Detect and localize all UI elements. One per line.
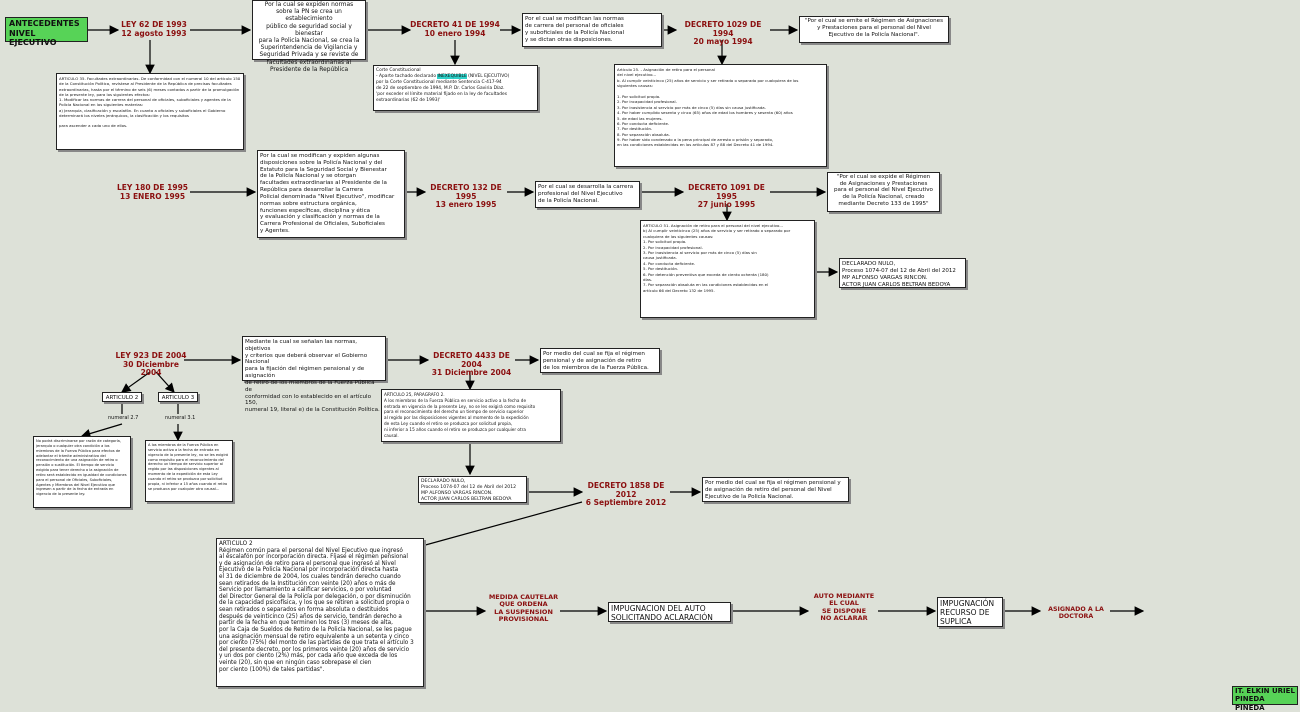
corte-constitucional-box (373, 65, 538, 111)
decreto-1858-label: DECRETO 1858 DE 2012 6 Septiembre 2012 (585, 481, 667, 508)
ley-180-description: Por la cual se modifican y expiden algunas disposiciones sobre la Policía Nacional y del Estatuto para la Seguridad Social y Bienestar de la Policía Nacional y se otorgan facultades extraordinarias al Presidente de la República para desarrollar la Carrera Policial denominada "Nivel Ejecutivo", modificar normas sobre estructura orgánica, funciones específicas, disciplina y ética y evaluación y clasificación y normas de la Carrera Profesional de Oficiales, Suboficiales y Agentes. (257, 150, 405, 238)
articulo-51-box: ARTICULO 51. Asignación de retiro para el personal del nivel ejecutivo... b) Al cumplir veinticinco (25) años de servicio y ser retirado o separado por cualquiera de las siguientes causas: 1. Por solicitud propia. 2. Por incapacidad profesional. 3. Por inasistencia al servicio por más de cinco (5) días sin causa justificada. 4. Por conducta deficiente. 5. Por destitución. 6. Por detención preventiva que exceda de ciento ochenta (180) días. 7. Por separación absoluta en las condiciones establecidas en el artículo 66 del Decreto 132 de 1995. (640, 220, 815, 318)
articulo-35-box: ARTICULO 35. Facultades extraordinarias. De conformidad con el numeral 10 del artículo 150 de la Constitución Política, revístese al Presidente de la República de precisas facultades extraordinarias, hasta por el término de seis (6) meses contados a partir de la promulgación de la presente ley, para los siguientes efectos: 1. Modificar las normas de carrera del personal de oficiales, suboficiales y agentes de la Policía Nacional en los siguientes materias: a) Jerarquía, clasificación y escalafón. En cuanto a oficiales y suboficiales el Gobierno determinará los niveles jerárquicos, la clasificación y los requisitos para ascender a cada uno de ellos. (56, 73, 244, 150)
decreto-132-description: Por el cual se desarrolla la carrera profesional del Nivel Ejecutivo de la Policía Nacional. (535, 181, 640, 208)
decreto-1029-description: "Por el cual se emite el Régimen de Asignaciones y Prestaciones para el personal del Nivel Ejecutivo de la Policía Nacional". (799, 16, 949, 43)
numeral-3-1-label: numeral 3.1 (165, 415, 196, 421)
articulo-3-tag: ARTICULO 3 (158, 392, 198, 402)
decreto-1091-label: DECRETO 1091 DE 1995 27 junio 1995 (688, 183, 765, 210)
corte-text-post: (NIVEL EJECUTIVO) por la Corte Constitucional mediante Sentencia C-417-94 de 22 de septiembre de 1994, M.P. Dr. Carlos Gaviria Díaz. 'por exceder el límite material fijado en la ley de facultades extraordinarias (62 de 1993)' (376, 73, 510, 103)
ley-62-description: Por la cual se expiden normas sobre la PN se crea un establecimiento público de seguridad social y bienestar para la Policía Nacional, se crea la Superintendencia de Vigilancia y Seguridad Privada y se reviste de facultades extraordinarias al Presidente de la República (252, 0, 366, 60)
decreto-4433-description: Por medio del cual se fija el régimen pensional y de asignación de retiro de los miembros de la Fuerza Pública. (540, 348, 660, 373)
articulo-25-paragrafo-2-box: ARTICULO 25, PARAGRAFO 2. A los miembros de la Fuerza Pública en servicio activo a la fecha de entrada en vigencia de la presente Ley, no se les exigirá como requisito para el reconocimiento del derecho un tiempo de servicio superior al regido por las disposiciones vigentes al momento de la expedición de esta Ley cuando el retiro se produzca por solicitud propia, ni inferior a 15 años cuando el retiro se produzca por cualquier otra causal. (381, 389, 561, 442)
decreto-41-description: Por el cual se modifican las normas de carrera del personal de oficiales y suboficiales de la Policía Nacional y se dictan otras disposiciones. (522, 13, 662, 47)
articulo-25-box: Artículo 25. - Asignación de retiro para el personal del nivel ejecutivo... b. Al cumplir veinticinco (25) años de servicio y ser retirado o separado por cualquiera de los siguientes causas: 1. Por solicitud propia. 2. Por incapacidad profesional. 3. Por inasistencia al servicio por más de cinco (5) días sin causa justificada. 4. Por haber cumplido sesenta y cinco (65) años de edad los hombres y sesenta (60) años 5. de edad las mujeres. 6. Por conducta deficiente. 7. Por destitución. 8. Por separación absoluta. 9. Por haber sido condenado a la pena principal de arresto o prisión y separado, en las condiciones establecidas en los artículos 87 y 88 del Decreto 41 de 1994. (614, 64, 827, 167)
asignado-doctora-label: ASIGNADO A LA DOCTORA (1048, 606, 1104, 621)
author-credit: IT. ELKIN URIEL PINEDA PINEDA (1232, 686, 1298, 705)
decreto-1029-label: DECRETO 1029 DE 1994 20 mayo 1994 (684, 20, 762, 47)
ley-923-label: LEY 923 DE 2004 30 Diciembre 2004 (115, 351, 187, 378)
ley-62-label: LEY 62 DE 1993 12 agosto 1993 (121, 20, 187, 38)
numeral-3-1-box: A los miembros de la Fuerza Pública en servicio activo a la fecha de entrada en vigencia de la presente ley, no se les exigirá como requisito para el reconocimiento del derecho un tiempo de servicio superior al regido por las disposiciones vigentes al momento de la expedición de esta Ley cuando el retiro se produzca por solicitud propia, ni inferior a 15 años cuando el retiro se produzca por cualquier otra causal... (145, 440, 233, 502)
decreto-1858-description: Por medio del cual se fija el régimen pensional y de asignación de retiro del personal del Nivel Ejecutivo de la Policía Nacional. (702, 477, 849, 502)
articulo-2-regimen-box: ARTICULO 2 Régimen común para el personal del Nivel Ejecutivo que ingresó al escalafón por incorporación directa. Fíjase el régimen pensional y de asignación de retiro para el personal que ingresó al Nivel Ejecutivo de la Policía Nacional por incorporación directa hasta el 31 de diciembre de 2004, los cuales tendrán derecho cuando sean retirados de la Institución con veinte (20) años o más de Servicio por llamamiento a calificar servicios, o por voluntad del Director General de la Policía por delegación, o por disminución de la capacidad psicofísica, y los que se retiren a solicitud propia o sean retirados o separados en forma absoluta o destituidos después de veinticinco (25) años de servicio, tendrán derecho a partir de la fecha en que terminen los tres (3) meses de alta, por la Caja de Sueldos de Retiro de la Policía Nacional, se les pague una asignación mensual de retiro equivalente a un setenta y cinco por ciento (75%) del monto de las partidas de que trata el artículo 3 del presente decreto, por los primeros veinte (20) años de servicio y un dos por ciento (2%) más, por cada año que exceda de los veinte (20), sin que en ningún caso sobrepase el cien por ciento (100%) de tales partidas". (216, 538, 424, 687)
impugnacion-auto-box: IMPUGNACION DEL AUTO SOLICITANDO ACLARACIÓN (608, 602, 731, 622)
declarado-nulo-box-1: DECLARADO NULO, Proceso 1074-07 del 12 de Abril del 2012 MP ALFONSO VARGAS RINCON. ACTOR JUAN CARLOS BELTRAN BEDOYA (839, 258, 966, 288)
header-title: ANTECEDENTES NIVEL EJECUTIVO (5, 17, 88, 42)
numeral-2-7-box: No podrá discriminarse por razón de categoría, jerarquía o cualquier otra condición a los miembros de la Fuerza Pública para efectos de adelantar el trámite administrativo del reconocimiento de una asignación de retiro o pensión o sustitución. El tiempo de servicio exigido para tener derecho a la asignación de retiro será establecido en igualdad de condiciones para el personal de Oficiales, Suboficiales, Agentes y Miembros del Nivel Ejecutivo que ingresen a partir de la fecha de entrada en vigencia de la presente ley. (33, 436, 131, 508)
impugnacion-suplica-box: IMPUGNACIÓN RECURSO DE SUPLICA (937, 597, 1003, 627)
decreto-1091-description: "Por el cual se expide el Régimen de Asignaciones y Prestaciones para el personal del Nivel Ejecutivo de la Policía Nacional, creado mediante Decreto 133 de 1995" (827, 172, 940, 212)
auto-no-aclarar-label: AUTO MEDIANTE EL CUAL SE DISPONE NO ACLARAR (813, 592, 875, 623)
ley-923-description: Mediante la cual se señalan las normas, objetivos y criterios que deberá observar el Gobierno Nacional para la fijación del régimen pensional y de asignación de retiro de los miembros de la Fuerza Pública de conformidad con lo establecido en el artículo 150, numeral 19, literal e) de la Constitución Política. (242, 336, 386, 381)
decreto-4433-label: DECRETO 4433 DE 2004 31 Diciembre 2004 (431, 351, 512, 378)
ley-180-label: LEY 180 DE 1995 13 ENERO 1995 (116, 183, 189, 201)
inexequible-highlight: INEXEQUIBLE (437, 73, 467, 79)
medida-cautelar-label: MEDIDA CAUTELAR QUE ORDENA LA SUSPENSION PROVISIONAL (488, 593, 559, 624)
declarado-nulo-box-2: DECLARADO NULO, Proceso 1074-07 del 12 de Abril del 2012 MP ALFONSO VARGAS RINCON. ACTOR JUAN CARLOS BELTRAN BEDOYA (418, 476, 527, 503)
numeral-2-7-label: numeral 2.7 (108, 415, 139, 421)
articulo-2-tag: ARTICULO 2 (102, 392, 142, 402)
decreto-41-label: DECRETO 41 DE 1994 10 enero 1994 (410, 20, 500, 38)
decreto-132-label: DECRETO 132 DE 1995 13 enero 1995 (430, 183, 502, 210)
corte-text-pre: Corte Constitucional - Aparte tachado declarado (376, 68, 437, 79)
